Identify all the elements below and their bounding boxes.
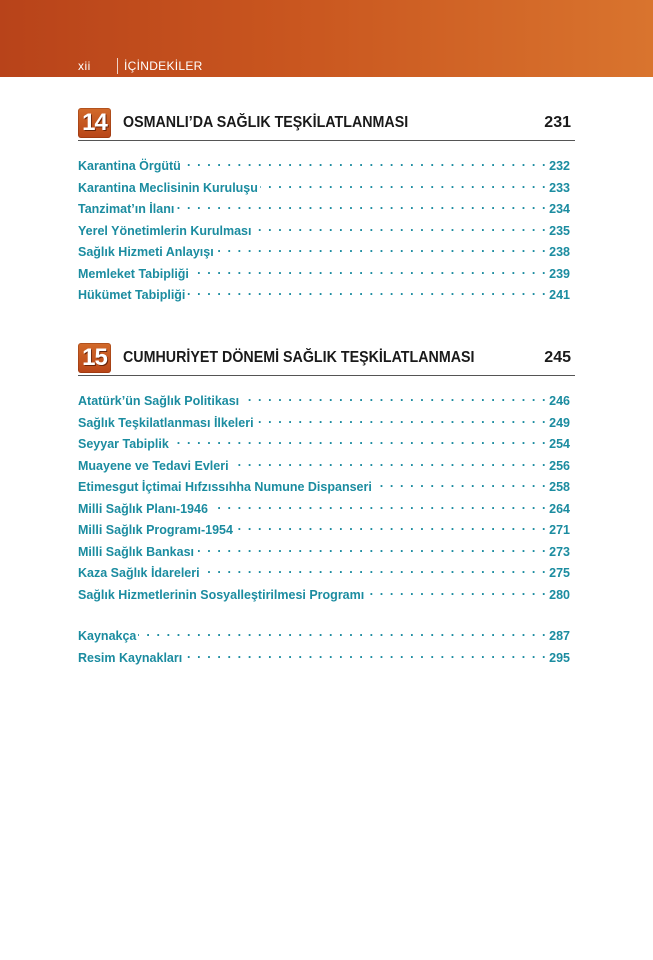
toc-entry[interactable]	[78, 180, 570, 202]
toc-entry-page: 239	[549, 266, 570, 281]
toc-entry-label: Atatürk’ün Sağlık Politikası	[78, 394, 240, 408]
toc-entry-page: 258	[549, 480, 570, 494]
toc-entry-page: 287	[549, 629, 570, 643]
chapter-number-badge	[78, 343, 111, 373]
toc-entry-label: Etimesgut İçtimai Hıfzıssıhha Numune Dispanseri	[78, 480, 372, 494]
dot-leader	[171, 436, 547, 448]
toc-entry[interactable]	[78, 650, 570, 672]
toc-entry-label: Memleket Tabipliği	[78, 266, 189, 281]
toc-entry-label: Sağlık Hizmetlerinin Sosyalleştirilmesi Programı	[78, 587, 365, 602]
dot-leader	[235, 522, 547, 534]
chapter-page-number: 231	[544, 114, 571, 131]
toc-entry-page: 273	[549, 544, 570, 559]
dot-leader	[196, 544, 547, 556]
chapter-heading-14[interactable]	[78, 108, 575, 141]
dot-leader	[253, 223, 547, 235]
toc-entry[interactable]	[78, 415, 570, 437]
toc-list-chapter-15	[78, 393, 570, 608]
toc-entry[interactable]	[78, 287, 570, 309]
dot-leader	[374, 479, 547, 491]
page-number: xii	[78, 59, 91, 73]
toc-entry-label: Muayene ve Tedavi Evleri	[78, 458, 229, 473]
toc-entry[interactable]	[78, 565, 570, 587]
toc-entry[interactable]	[78, 479, 570, 501]
dot-leader	[216, 244, 547, 256]
toc-entry[interactable]	[78, 522, 570, 544]
toc-entry-label: Tanzimat’ın İlanı	[78, 202, 175, 216]
toc-entry-page: 249	[549, 415, 570, 430]
toc-entry-page: 235	[549, 223, 570, 238]
toc-entry-label: Sağlık Hizmeti Anlayışı	[78, 245, 214, 259]
toc-entry[interactable]	[78, 628, 570, 650]
header-divider	[117, 58, 118, 74]
toc-entry-page: 280	[549, 587, 570, 602]
toc-entry-label: Kaynakça	[78, 629, 137, 643]
dot-leader	[183, 158, 547, 170]
dot-leader	[210, 501, 547, 513]
toc-entry-label: Yerel Yönetimlerin Kurulması	[78, 223, 252, 238]
dot-leader	[176, 201, 547, 213]
dot-leader	[191, 266, 547, 278]
toc-entry[interactable]	[78, 436, 570, 458]
toc-entry-label: Resim Kaynakları	[78, 650, 183, 665]
toc-entry[interactable]	[78, 266, 570, 288]
toc-entry[interactable]	[78, 458, 570, 480]
running-header-title: İÇİNDEKİLER	[124, 59, 203, 73]
toc-entry[interactable]	[78, 223, 570, 245]
chapter-number: 15	[82, 344, 107, 371]
dot-leader	[260, 180, 547, 192]
dot-leader	[256, 415, 548, 427]
toc-entry-label: Seyyar Tabiplik	[78, 437, 169, 451]
toc-entry[interactable]	[78, 244, 570, 266]
toc-entry-page: 233	[549, 180, 570, 195]
dot-leader	[184, 650, 547, 662]
chapter-heading-15[interactable]	[78, 343, 575, 376]
toc-entry[interactable]	[78, 544, 570, 566]
dot-leader	[202, 565, 548, 577]
toc-entry[interactable]	[78, 201, 570, 223]
toc-entry-label: Milli Sağlık Bankası	[78, 544, 195, 559]
dot-leader	[231, 458, 548, 470]
toc-entry-label: Sağlık Teşkilatlanması İlkeleri	[78, 415, 254, 430]
toc-entry-label: Karantina Meclisinin Kuruluşu	[78, 180, 258, 195]
toc-entry-page: 295	[549, 650, 570, 665]
toc-entry-page: 254	[549, 437, 570, 451]
toc-entry[interactable]	[78, 587, 570, 609]
toc-entry-page: 246	[549, 394, 570, 408]
toc-entry[interactable]	[78, 393, 570, 415]
toc-entry-page: 238	[549, 245, 570, 259]
toc-entry-page: 264	[549, 501, 570, 516]
toc-entry-page: 241	[549, 288, 570, 302]
dot-leader	[241, 393, 547, 405]
toc-entry-label: Milli Sağlık Programı-1954	[78, 523, 233, 537]
toc-list-chapter-14	[78, 158, 570, 309]
dot-leader	[138, 628, 547, 640]
chapter-number-badge	[78, 108, 111, 138]
running-header	[0, 56, 653, 77]
chapter-number: 14	[82, 109, 107, 136]
toc-list-back-matter	[78, 628, 570, 671]
chapter-title: CUMHURİYET DÖNEMİ SAĞLIK TEŞKİLATLANMASI	[123, 349, 475, 366]
toc-entry-page: 234	[549, 202, 570, 216]
toc-entry-label: Milli Sağlık Planı-1946	[78, 501, 208, 516]
toc-entry-page: 232	[549, 159, 570, 173]
toc-entry[interactable]	[78, 158, 570, 180]
toc-entry-page: 275	[549, 566, 570, 580]
chapter-title: OSMANLI’DA SAĞLIK TEŞKİLATLANMASI	[123, 114, 409, 131]
dot-leader	[366, 587, 547, 599]
toc-entry-label: Hükümet Tabipliği	[78, 288, 186, 302]
dot-leader	[187, 287, 547, 299]
chapter-page-number: 245	[544, 349, 571, 366]
toc-entry-page: 256	[549, 458, 570, 473]
toc-entry[interactable]	[78, 501, 570, 523]
toc-entry-page: 271	[549, 523, 570, 537]
toc-entry-label: Karantina Örgütü	[78, 159, 181, 173]
toc-entry-label: Kaza Sağlık İdareleri	[78, 566, 200, 580]
